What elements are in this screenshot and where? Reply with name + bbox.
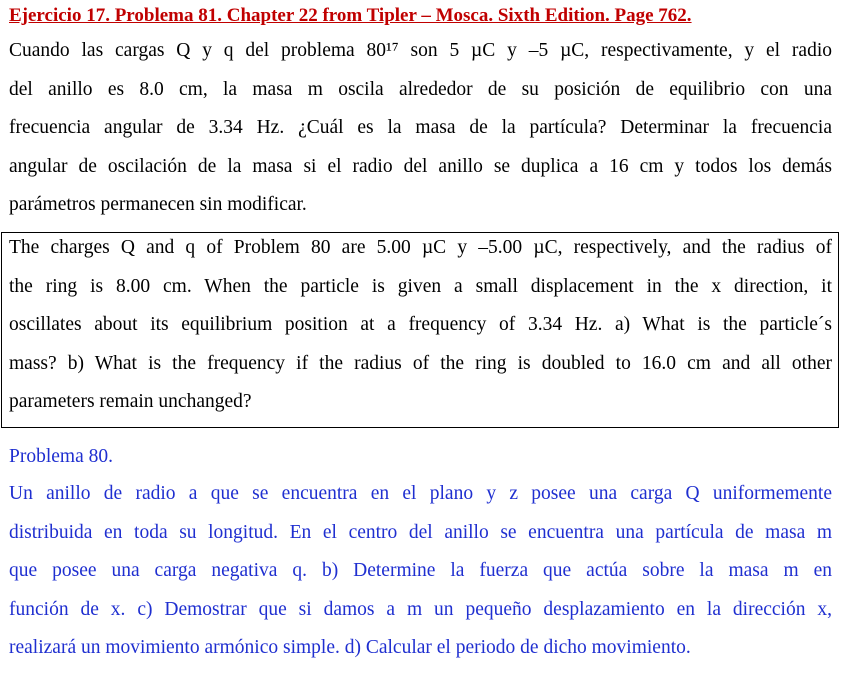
spanish-statement: [9, 32, 832, 225]
spanish-line-5: parámetros permanecen sin modificar.: [9, 194, 307, 215]
english-line-4: mass? b) What is the frequency if the radius of the ring is doubled to 16.0 cm and all other: [9, 352, 832, 374]
problem-80-line-5: realizará un movimiento armónico simple. d) Calcular el periodo de dicho movimiento.: [9, 637, 691, 658]
problem-80-line-3: que posee una carga negativa q. b) Determine la fuerza que actúa sobre la masa m en: [9, 560, 832, 581]
problem-80-line-4: función de x. c) Demostrar que si damos a m un pequeño desplazamiento en la dirección x,: [9, 598, 832, 620]
english-line-2: the ring is 8.00 cm. When the particle is given a small displacement in the x direction, it: [9, 275, 832, 297]
spanish-line-1: Cuando las cargas Q y q del problema 80¹⁷ son 5 µC y –5 µC, respectivamente, y el radio: [9, 40, 832, 61]
problem-80-line-2: distribuida en toda su longitud. En el centro del anillo se encuentra una partícula de masa m: [9, 521, 832, 543]
problem-80-heading: Problema 80.: [9, 446, 113, 467]
english-line-3: oscillates about its equilibrium position at a frequency of 3.34 Hz. a) What is the particle´s: [9, 314, 832, 335]
spanish-line-2: del anillo es 8.0 cm, la masa m oscila alrededor de su posición de equilibrio con una: [9, 78, 832, 100]
spanish-line-3: frecuencia angular de 3.34 Hz. ¿Cuál es la masa de la partícula? Determinar la frecuencia: [9, 117, 832, 138]
english-statement: [9, 229, 832, 422]
english-line-5: parameters remain unchanged?: [9, 391, 252, 412]
problem-80-line-1: Un anillo de radio a que se encuentra en el plano y z posee una carga Q uniformemente: [9, 483, 832, 504]
spanish-line-4: angular de oscilación de la masa si el radio del anillo se duplica a 16 cm y todos los demás: [9, 155, 832, 177]
exercise-title: Ejercicio 17. Problema 81. Chapter 22 from Tipler – Mosca. Sixth Edition. Page 762.: [9, 5, 692, 26]
problem-80-statement: [9, 475, 832, 668]
english-line-1: The charges Q and q of Problem 80 are 5.00 µC y –5.00 µC, respectively, and the radius of: [9, 237, 832, 258]
